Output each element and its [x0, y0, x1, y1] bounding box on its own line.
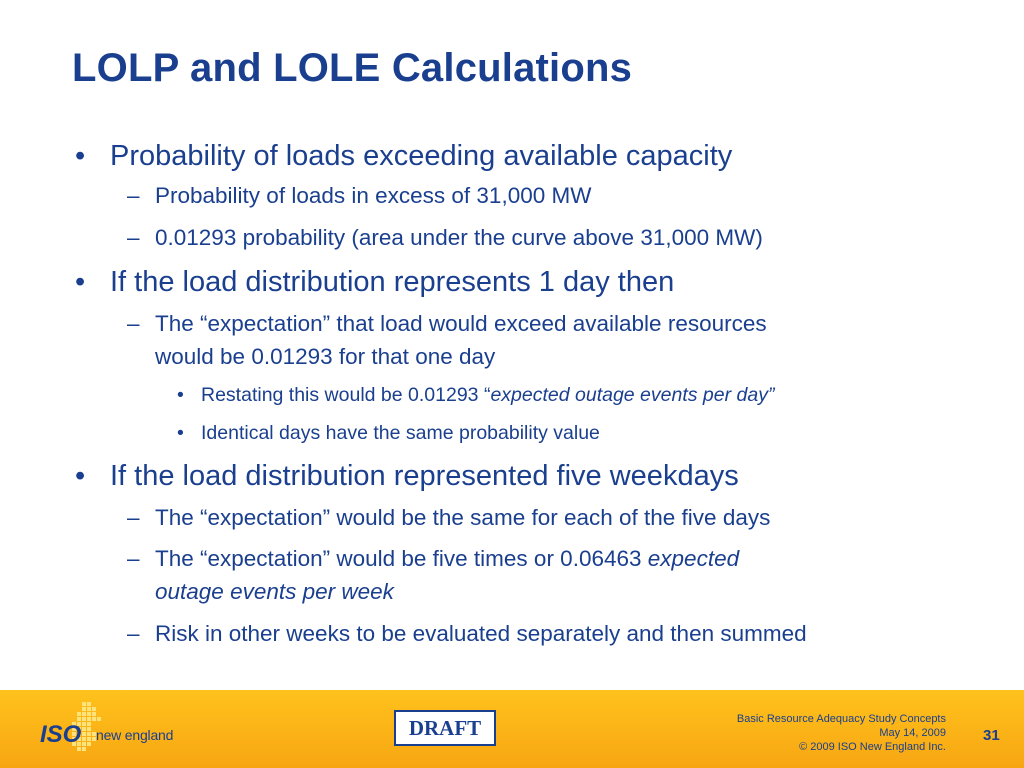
- bullet-3: [75, 460, 739, 493]
- sub-bullet-text: The “expectation” that load would exceed available resources: [155, 311, 767, 336]
- footer-presentation-title: Basic Resource Adequacy Study Concepts: [736, 713, 946, 725]
- sub-sub-bullet-2-1-1: [177, 384, 775, 407]
- logo-iso-text: ISO: [40, 721, 82, 748]
- sub-sub-bullet-emphasis: expected outage events per day”: [490, 384, 775, 406]
- sub-bullet-text: The “expectation” would be five times or 0.06463: [155, 546, 648, 571]
- sub-bullet-2-1-continued: [155, 344, 495, 370]
- sub-bullet-text: 0.01293 probability (area under the curve above 31,000 MW): [155, 225, 763, 250]
- bullet-1: [75, 140, 733, 173]
- sub-bullet-3-3: [127, 621, 807, 647]
- dash-marker: –: [127, 183, 140, 208]
- bullet-text: If the load distribution represented five weekdays: [110, 460, 739, 492]
- sub-bullet-text: would be 0.01293 for that one day: [155, 344, 496, 369]
- bullet-text: If the load distribution represents 1 day then: [110, 266, 675, 298]
- footer-copyright: © 2009 ISO New England Inc.: [799, 741, 946, 753]
- bullet-marker: •: [75, 140, 86, 172]
- logo-name-text: new england: [96, 727, 174, 743]
- dash-marker: –: [127, 225, 140, 250]
- dash-marker: –: [127, 621, 140, 646]
- sub-bullet-text: Risk in other weeks to be evaluated separately and then summed: [155, 621, 807, 646]
- bullet-marker: •: [75, 266, 86, 298]
- sub-bullet-3-2: [127, 546, 740, 572]
- sub-bullet-text: Probability of loads in excess of 31,000 MW: [155, 183, 592, 208]
- sub-sub-bullet-2-1-2: [177, 422, 600, 445]
- dash-marker: –: [127, 311, 140, 336]
- sub-bullet-emphasis: outage events per week: [155, 579, 394, 604]
- sub-bullet-2-1: [127, 311, 767, 337]
- dash-marker: –: [127, 546, 140, 571]
- footer-date: May 14, 2009: [879, 727, 946, 739]
- bullet-text: Probability of loads exceeding available capacity: [110, 140, 733, 172]
- dash-marker: –: [127, 505, 140, 530]
- slide-title: LOLP and LOLE Calculations: [72, 46, 633, 90]
- sub-sub-bullet-text: Restating this would be 0.01293 “: [201, 384, 491, 406]
- footer-meta: [737, 712, 946, 754]
- sub-bullet-emphasis: expected: [647, 546, 740, 571]
- sub-bullet-1-1: [127, 183, 592, 209]
- bullet-2: [75, 266, 675, 299]
- sub-bullet-text: The “expectation” would be the same for each of the five days: [155, 505, 771, 530]
- sub-bullet-3-1: [127, 505, 771, 531]
- bullet-marker: •: [177, 384, 184, 406]
- draft-stamp: DRAFT: [394, 710, 496, 746]
- bullet-marker: •: [75, 460, 86, 492]
- sub-sub-bullet-text: Identical days have the same probability value: [201, 422, 600, 444]
- sub-bullet-3-2-continued: [155, 579, 394, 605]
- bullet-marker: •: [177, 422, 184, 444]
- slide-number: 31: [983, 727, 1000, 744]
- sub-bullet-1-2: [127, 225, 763, 251]
- iso-new-england-logo: [40, 700, 230, 760]
